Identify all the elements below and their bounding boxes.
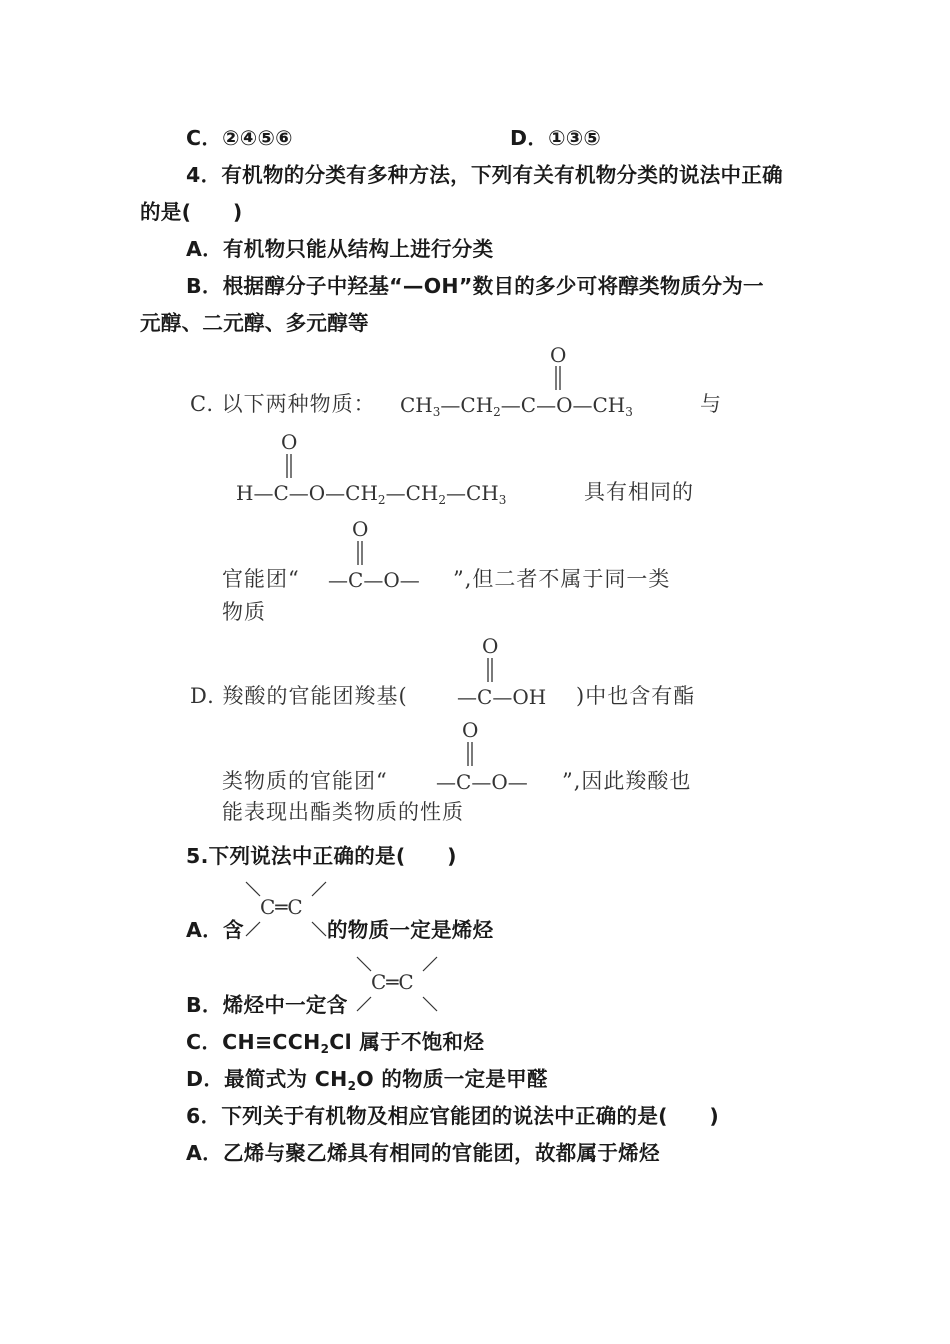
q6-option-a: A．乙烯与聚乙烯具有相同的官能团，故都属于烯烃 bbox=[186, 1141, 660, 1165]
q4-option-c-prefix: C. 以下两种物质： bbox=[190, 392, 376, 416]
ester-group: —C—O— bbox=[436, 770, 528, 794]
q4-option-d-fg-prefix: 类物质的官能团“ bbox=[222, 769, 388, 793]
carbonyl-oxygen: O bbox=[281, 430, 298, 454]
carboxyl-group: —C—OH bbox=[457, 685, 547, 709]
alkene-cc: C═C bbox=[371, 970, 414, 994]
carbonyl-oxygen: O bbox=[482, 634, 499, 658]
q4-option-d-prefix: D. 羧酸的官能团羧基( bbox=[190, 684, 408, 708]
carbonyl-oxygen: O bbox=[550, 343, 567, 367]
carbonyl-double-bond bbox=[356, 541, 366, 567]
q4-option-c-last: 物质 bbox=[222, 600, 266, 624]
carbonyl-double-bond bbox=[285, 454, 295, 480]
ester-group: —C—O— bbox=[328, 568, 420, 592]
q6-stem: 6．下列关于有机物及相应官能团的说法中正确的是( ) bbox=[186, 1104, 720, 1128]
q4-option-b-line2: 元醇、二元醇、多元醇等 bbox=[140, 311, 369, 335]
carbonyl-double-bond bbox=[554, 366, 564, 392]
q4-option-c-fg-suffix: ”,但二者不属于同一类 bbox=[453, 567, 671, 591]
carbonyl-double-bond bbox=[486, 658, 496, 684]
q4-stem-line1: 4．有机物的分类有多种方法，下列有关有机物分类的说法中正确 bbox=[186, 163, 783, 187]
q5-option-a-prefix: A．含 bbox=[186, 918, 244, 942]
option-c-prev: C．②④⑤⑥ bbox=[186, 126, 293, 150]
q4-option-d-mid: )中也含有酯 bbox=[576, 684, 696, 708]
q5-option-d: D．最简式为 CH2O 的物质一定是甲醛 bbox=[186, 1067, 548, 1093]
ester-formula-2: $H—C—O—CH_2—CH_2—CH_3$ bbox=[236, 481, 507, 507]
q4-option-c-same: 具有相同的 bbox=[584, 480, 694, 504]
alkene-cc: C═C bbox=[260, 895, 303, 919]
q4-stem-line2: 的是( ) bbox=[140, 200, 243, 224]
q4-option-d-fg-suffix: ”,因此羧酸也 bbox=[562, 769, 692, 793]
q4-option-c-fg-prefix: 官能团“ bbox=[222, 567, 300, 591]
q4-option-d-last: 能表现出酯类物质的性质 bbox=[222, 800, 464, 824]
ester-formula-1: $CH_3—CH_2—C—O—CH_3$ bbox=[400, 393, 633, 419]
carbonyl-oxygen: O bbox=[352, 517, 369, 541]
q4-option-c-with: 与 bbox=[700, 392, 722, 416]
q5-option-c: C．CH≡CCH2Cl 属于不饱和烃 bbox=[186, 1030, 485, 1056]
carbonyl-double-bond bbox=[466, 742, 476, 768]
q4-option-b-line1: B．根据醇分子中羟基“—OH”数目的多少可将醇类物质分为一 bbox=[186, 274, 764, 298]
carbonyl-oxygen: O bbox=[462, 718, 479, 742]
q4-option-a: A．有机物只能从结构上进行分类 bbox=[186, 237, 494, 261]
q5-option-b-prefix: B．烯烃中一定含 bbox=[186, 993, 348, 1017]
q5-stem: 5.下列说法中正确的是( ) bbox=[186, 844, 457, 868]
q5-option-a-suffix: 的物质一定是烯烃 bbox=[327, 918, 494, 942]
option-d-prev: D．①③⑤ bbox=[510, 126, 602, 150]
